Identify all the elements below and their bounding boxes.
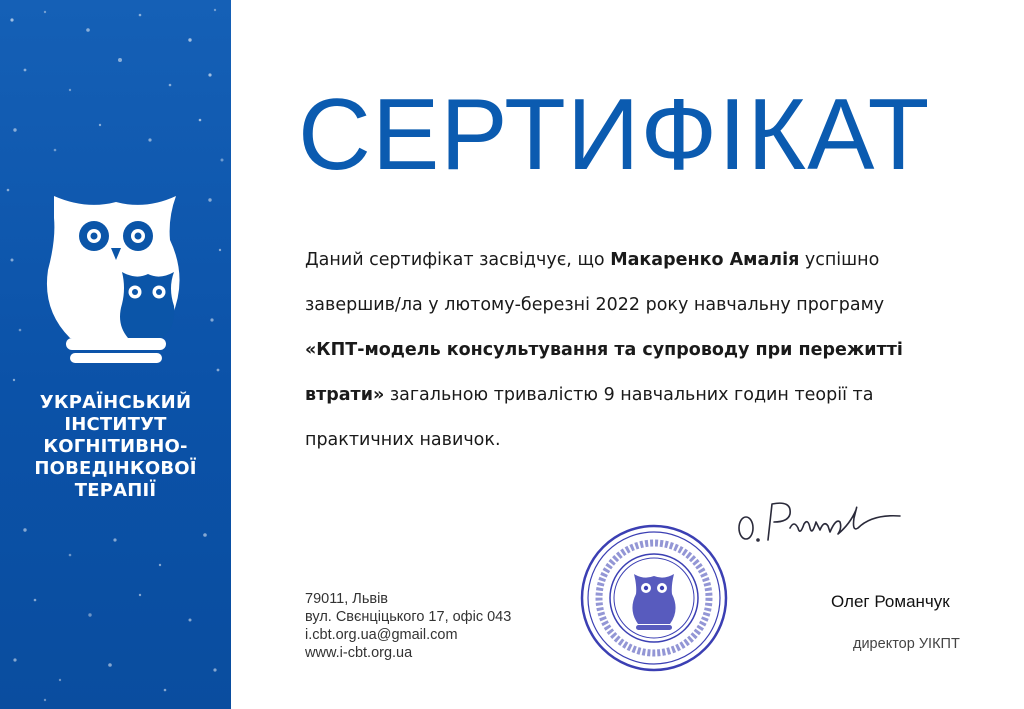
body-text-part: успішно завершив/ла у лютому-березні 2022 року навчальну програму (305, 250, 885, 315)
address-street: вул. Свєнціцького 17, офіс 043 (305, 609, 512, 625)
address-city: 79011, Львів (305, 591, 388, 607)
recipient-name: Макаренко Амалія (610, 250, 800, 270)
organization-name (0, 392, 231, 502)
address-website: www.i-cbt.org.ua (305, 645, 413, 661)
address-block (305, 590, 511, 662)
certificate-title: СЕРТИФІКАТ (298, 79, 931, 191)
signer-role: директор УІКПТ (853, 636, 960, 652)
org-name-line: ПОВЕДІНКОВОЇ (34, 458, 197, 479)
org-name-line: УКРАЇНСЬКИЙ (39, 392, 192, 413)
org-name-line: ІНСТИТУТ (64, 414, 167, 435)
body-text-part: загальною тривалістю 9 навчальних годин теорії та практичних навичок. (305, 385, 874, 450)
certificate-body (305, 238, 945, 463)
body-text-part: Даний сертифікат засвідчує, що (305, 250, 611, 270)
program-name: «КПТ-модель консультування та супроводу при пережитті втрати» (305, 340, 903, 405)
signer-name: Олег Романчук (831, 592, 950, 611)
owl-logo-icon (36, 188, 196, 373)
official-stamp-icon (578, 522, 730, 674)
org-name-line: КОГНІТИВНО- (43, 436, 188, 457)
address-email: i.cbt.org.ua@gmail.com (305, 627, 458, 643)
signature-icon (732, 492, 902, 552)
org-name-line: ТЕРАПІЇ (74, 480, 157, 501)
sidebar-panel (0, 0, 231, 709)
